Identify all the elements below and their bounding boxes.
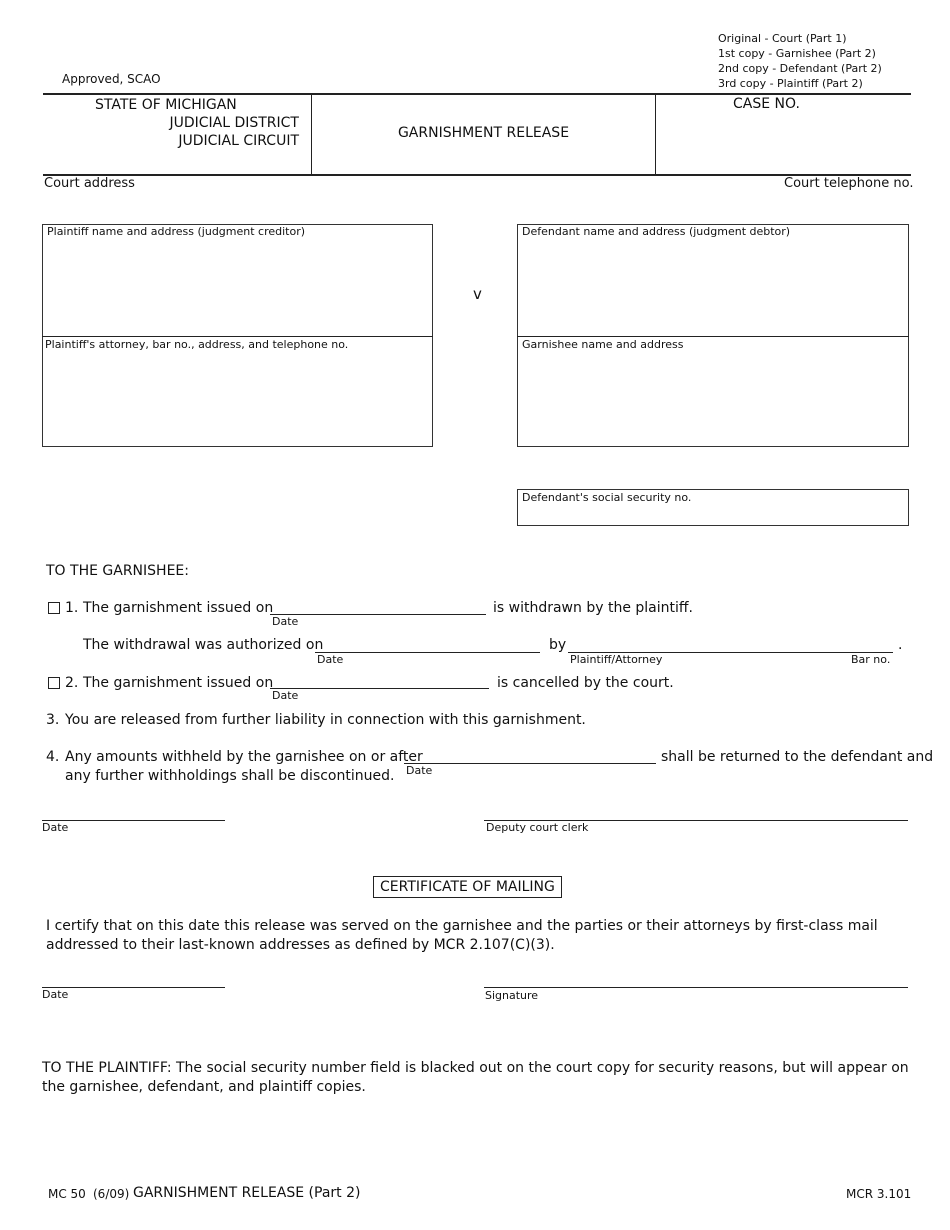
plaintiff-notice: TO THE PLAINTIFF: The social security number field is blacked out on the court copy for security reasons, but will appear on the garnishee, defendant, and plaintiff copies. [42,1060,909,1095]
release-date-field[interactable] [42,820,225,821]
item2-number: 2. [65,675,79,691]
bar-no-caption: Bar no. [851,653,891,666]
court-header [95,96,299,150]
item2-text: The garnishment issued on [83,675,274,691]
form-number: MC 50 [48,1187,86,1201]
copy-third: 3rd copy - Plaintiff (Part 2) [718,77,863,90]
mailing-date-field[interactable] [42,987,225,988]
court-address-label: Court address [44,176,135,191]
item2-date-field[interactable] [270,688,489,689]
plaintiff-box-divider [42,336,433,337]
defendant-field[interactable] [519,241,907,334]
header-bottom-rule [43,174,911,176]
defendant-box-divider [517,336,909,337]
header-top-rule [43,93,911,95]
certificate-body: I certify that on this date this release was served on the garnishee and the parties or their attorneys by first-class mail addressed to their last-known addresses as defined by MCR 2.107(C)(3). [46,918,878,953]
plaintiff-attorney-caption: Plaintiff/Attorney [570,653,663,666]
copy-distribution [718,31,882,91]
item1-text: The garnishment issued on [83,600,274,616]
footer-title: GARNISHMENT RELEASE (Part 2) [133,1185,361,1201]
copy-first: 1st copy - Garnishee (Part 2) [718,47,876,60]
release-date-caption: Date [42,821,69,834]
state-name: STATE OF MICHIGAN [95,97,237,113]
header-divider-right [655,94,656,174]
approved-scao: Approved, SCAO [62,72,161,86]
authorized-date-caption: Date [317,653,344,666]
garnishee-field[interactable] [519,354,907,445]
defendant-label: Defendant name and address (judgment debtor) [522,225,791,238]
item1-date-field[interactable] [270,614,486,615]
form-revision: (6/09) [93,1187,130,1201]
item1-number: 1. [65,600,79,616]
item4-date-field[interactable] [404,763,656,764]
authorized-date-field[interactable] [315,652,540,653]
case-no-label: CASE NO. [733,96,800,112]
court-rule: MCR 3.101 [846,1187,912,1201]
mailing-signature-field[interactable] [484,987,908,988]
authorized-text: The withdrawal was authorized on [83,637,324,653]
ssn-label: Defendant's social security no. [522,491,692,504]
item2-date-caption: Date [272,689,299,702]
item4-text-end: shall be returned to the defendant and [661,749,934,765]
item3-text: You are released from further liability in connection with this garnishment. [65,712,586,728]
judicial-district: JUDICIAL DISTRICT [169,115,299,131]
item3-number: 3. [46,712,60,728]
item1-date-caption: Date [272,615,299,628]
item4-text: Any amounts withheld by the garnishee on or after [65,749,423,765]
court-phone-label: Court telephone no. [784,176,914,191]
deputy-clerk-caption: Deputy court clerk [486,821,589,834]
authorized-by-text: by [549,637,567,653]
versus-label: v [473,285,482,303]
item2-text-end: is cancelled by the court. [497,675,674,691]
certificate-title: CERTIFICATE OF MAILING [373,876,562,898]
plaintiff-attorney-label: Plaintiff's attorney, bar no., address, and telephone no. [45,338,349,351]
form-title: GARNISHMENT RELEASE [397,125,570,141]
item4-date-caption: Date [406,764,433,777]
item4-number: 4. [46,749,60,765]
to-garnishee-heading: TO THE GARNISHEE: [46,563,189,579]
mailing-signature-caption: Signature [485,989,539,1002]
withdrawn-checkbox[interactable] [48,602,60,614]
judicial-circuit: JUDICIAL CIRCUIT [178,133,299,149]
plaintiff-field[interactable] [44,241,431,334]
item1-text-end: is withdrawn by the plaintiff. [493,600,693,616]
item4-text-line2: any further withholdings shall be discontinued. [65,768,395,784]
mailing-date-caption: Date [42,988,69,1001]
plaintiff-attorney-field[interactable] [44,354,431,445]
case-no-field[interactable] [657,116,909,172]
plaintiff-label: Plaintiff name and address (judgment creditor) [47,225,306,238]
copy-second: 2nd copy - Defendant (Part 2) [718,62,882,75]
copy-original: Original - Court (Part 1) [718,32,847,45]
authorized-period: . [898,637,903,653]
cancelled-checkbox[interactable] [48,677,60,689]
ssn-field[interactable] [519,505,907,524]
garnishee-label: Garnishee name and address [522,338,684,351]
